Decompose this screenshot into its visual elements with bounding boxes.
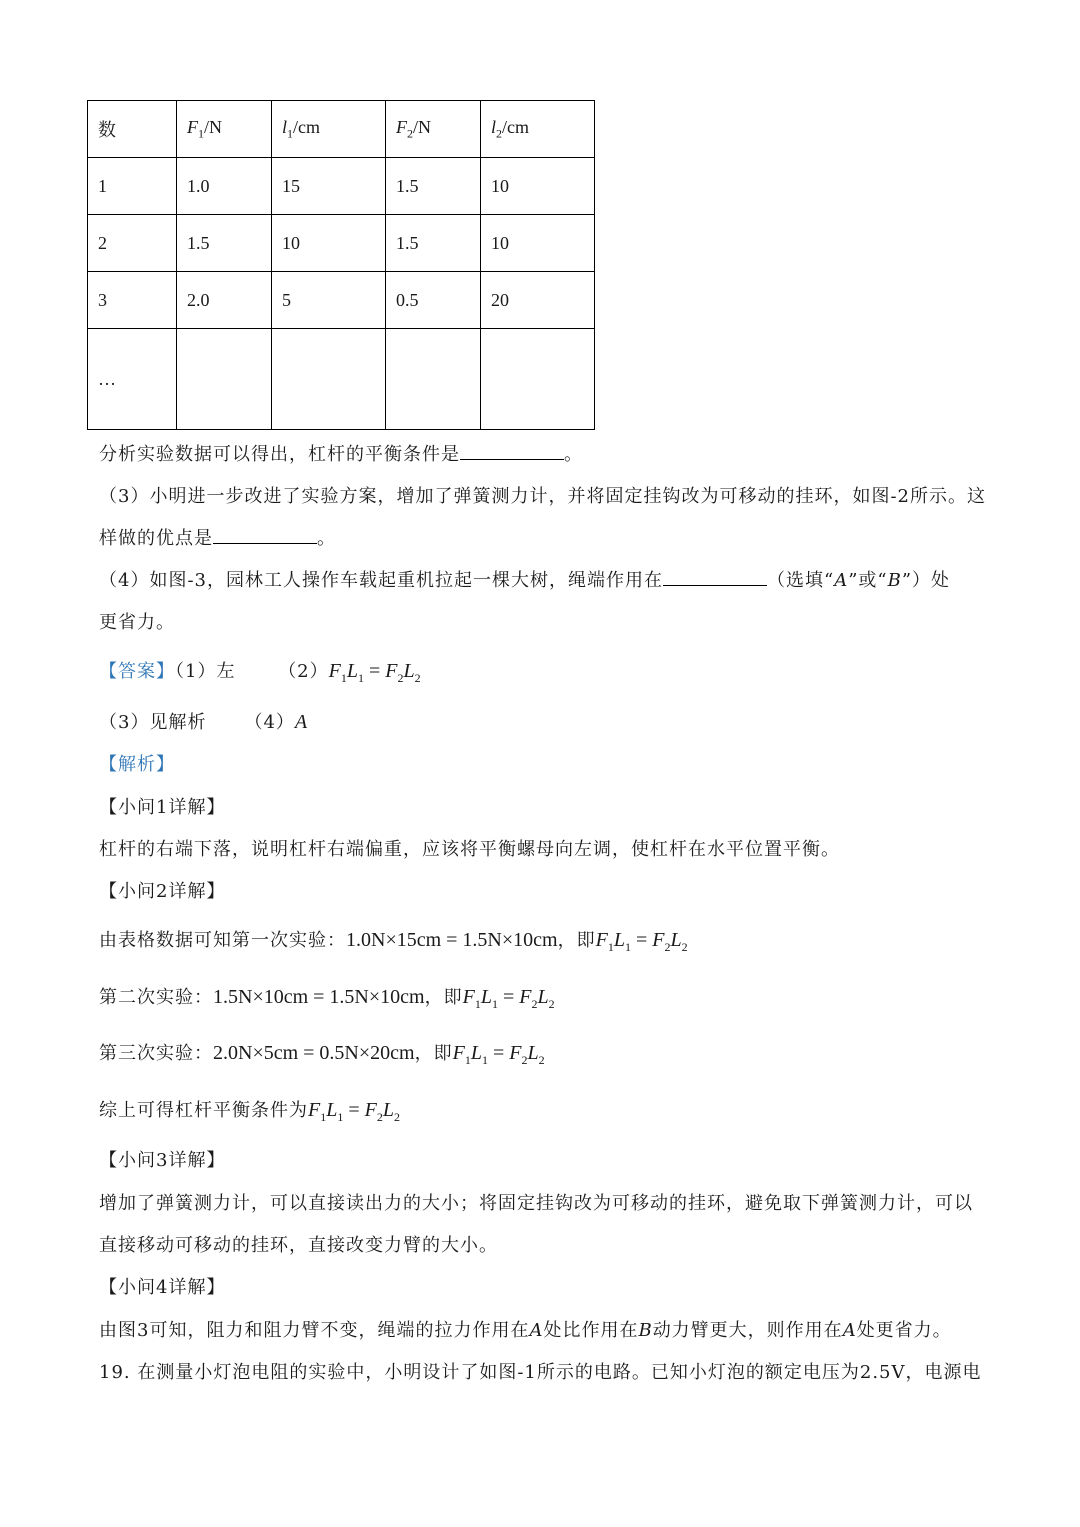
table-cell: 10 — [481, 215, 595, 272]
formula: $F_1L_1 = F_2L_2$ — [308, 1099, 400, 1124]
sub-question-3-title: 【小问3详解】 — [99, 1150, 226, 1171]
sub-question-1-title: 【小问1详解】 — [99, 797, 226, 818]
table-header-cell: $F_1/N$ — [177, 101, 272, 158]
table-row — [88, 272, 595, 329]
formula: $F_1L_1 = F_2L_2$ — [452, 1042, 545, 1067]
table-header-cell: 数 — [88, 101, 177, 158]
sub-question-2-title: 【小问2详解】 — [99, 881, 226, 902]
sub-question-2-conclusion: 综上可得杠杆平衡条件为$F_1L_1 = F_2L_2$ — [99, 1099, 400, 1124]
table-cell — [481, 329, 595, 430]
answer-tag: 【答案】 — [99, 661, 175, 682]
table-header-cell: $l_1/cm$ — [272, 101, 386, 158]
table-cell — [177, 329, 272, 430]
table-cell: 0.5 — [386, 272, 481, 329]
sub-question-4-title: 【小问4详解】 — [99, 1277, 226, 1298]
answer-line-1: 【答案】（1）左 $(2)F_1L_1 = F_2L_2$ — [99, 660, 421, 685]
table-cell — [386, 329, 481, 430]
table-cell: 15 — [272, 158, 386, 215]
table-cell: 5 — [272, 272, 386, 329]
question-19: 19. 在测量小灯泡电阻的实验中，小明设计了如图-1所示的电路。已知小灯泡的额定电压为2.5V，电源电 — [99, 1362, 982, 1383]
table-cell: 10 — [481, 158, 595, 215]
sub-question-1-body: 杠杆的右端下落，说明杠杆右端偏重，应该将平衡螺母向左调，使杠杆在水平位置平衡。 — [99, 839, 840, 860]
table-cell: … — [88, 329, 177, 430]
analysis-tag: 【解析】 — [99, 754, 175, 775]
table-header-cell: $l_2/cm$ — [481, 101, 595, 158]
sub-question-3-line-1: 增加了弹簧测力计，可以直接读出力的大小；将固定挂钩改为可移动的挂环，避免取下弹簧测力计，可以 — [99, 1193, 973, 1214]
q4-line-2: 更省力。 — [99, 612, 175, 633]
table-cell — [272, 329, 386, 430]
answer-line-2: （3）见解析 （4）A — [99, 711, 308, 733]
table-row — [88, 158, 595, 215]
table-cell: 1.5 — [177, 215, 272, 272]
formula: $F_1L_1 = F_2L_2$ — [595, 929, 688, 954]
data-table — [87, 100, 595, 430]
table-row — [88, 215, 595, 272]
q4-line-1: （4）如图-3，园林工人操作车载起重机拉起一棵大树，绳端作用在 （选填“A”或“B”）处 — [99, 566, 950, 592]
table-row — [88, 329, 595, 430]
answer-blank — [213, 525, 317, 544]
sub-question-4-body: 由图3可知，阻力和阻力臂不变，绳端的拉力作用在A处比作用在B动力臂更大，则作用在A处更省力。 — [99, 1320, 952, 1341]
q3-line-2: 样做的优点是 。 — [99, 524, 336, 550]
q3-line-1: （3）小明进一步改进了实验方案，增加了弹簧测力计，并将固定挂钩改为可移动的挂环，如图-2所示。这 — [99, 486, 986, 507]
table-header-cell: $F_2/N$ — [386, 101, 481, 158]
sub-question-2-line-3: 第三次实验：2.0N×5cm = 0.5N×20cm，即$F_1L_1 = F_2L_2$ — [99, 1042, 545, 1067]
table-cell: 10 — [272, 215, 386, 272]
answer-blank — [460, 441, 564, 460]
table-cell: 1.5 — [386, 158, 481, 215]
sub-question-3-line-2: 直接移动可移动的挂环，直接改变力臂的大小。 — [99, 1235, 498, 1256]
formula: $F_1L_1 = F_2L_2$ — [462, 986, 555, 1011]
table-cell: 1 — [88, 158, 177, 215]
table-cell: 1.5 — [386, 215, 481, 272]
analysis-question: 分析实验数据可以得出，杠杆的平衡条件是 。 — [99, 440, 583, 466]
table-cell: 20 — [481, 272, 595, 329]
table-cell: 3 — [88, 272, 177, 329]
table-cell: 2 — [88, 215, 177, 272]
table-cell: 1.0 — [177, 158, 272, 215]
sub-question-2-line-2: 第二次实验：1.5N×10cm = 1.5N×10cm，即$F_1L_1 = F_2L_2$ — [99, 986, 555, 1011]
sub-question-2-line-1: 由表格数据可知第一次实验：1.0N×15cm = 1.5N×10cm，即$F_1L_1 = F_2L_2$ — [99, 929, 688, 954]
answer-blank — [663, 567, 767, 586]
table-cell: 2.0 — [177, 272, 272, 329]
formula: $F_1L_1 = F_2L_2$ — [328, 660, 421, 685]
table-header-row — [88, 101, 595, 158]
